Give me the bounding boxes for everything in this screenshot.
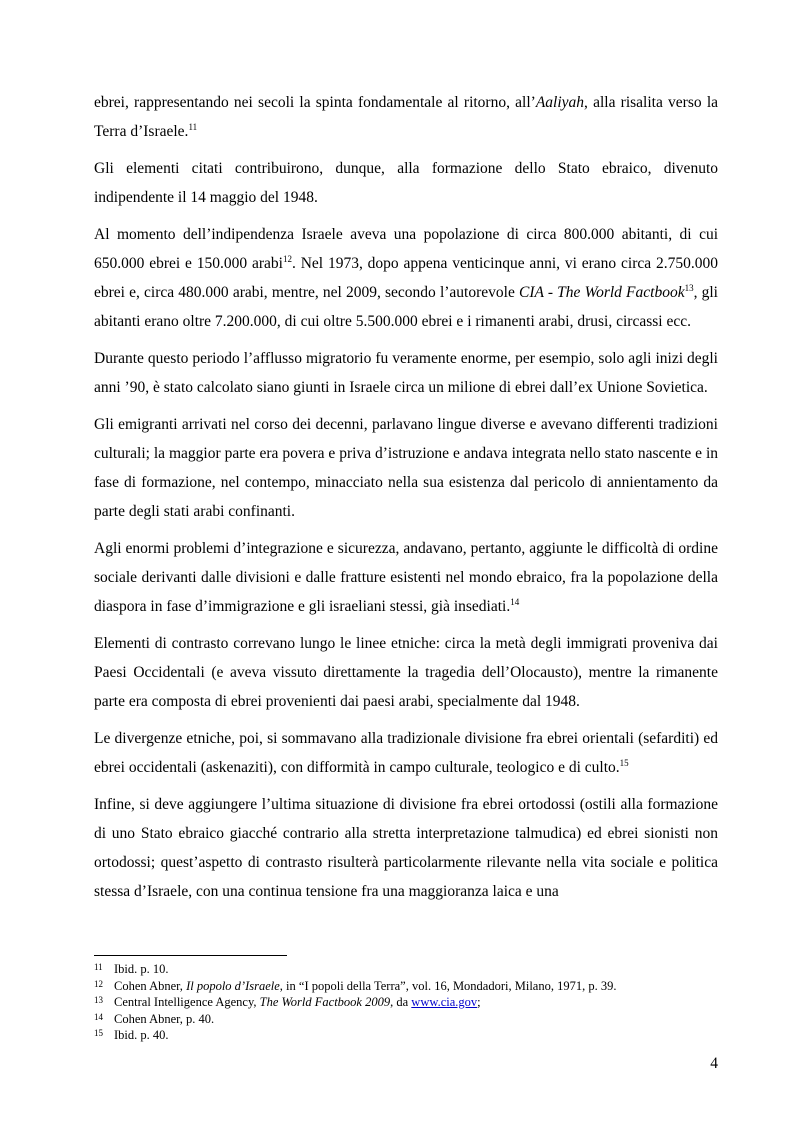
paragraph-2: Gli elementi citati contribuirono, dunque, alla formazione dello Stato ebraico, divenuto indipendente il 14 maggio del 1948. <box>94 160 718 206</box>
paragraph-text: Al momento dell’indipendenza Israele aveva una popolazione di circa 800.000 abitanti, di cui 650.000 ebrei e 150.000 arabi <box>94 226 718 272</box>
paragraph-7: Elementi di contrasto correvano lungo le linee etniche: circa la metà degli immigrati proveniva dai Paesi Occidentali (e aveva vissuto direttamente la tragedia dell’Olocausto), mentre la rimanente parte era composta di ebrei provenienti dai paesi arabi, specialmente dal 1948. <box>94 635 718 710</box>
footnote-number: 14 <box>94 1011 103 1022</box>
footnote-text: Ibid. p. 40. <box>114 1028 169 1042</box>
paragraph-9: Infine, si deve aggiungere l’ultima situazione di divisione fra ebrei ortodossi (ostili alla formazione di uno Stato ebraico giacché contrario alla stretta interpretazione talmudica) ed ebrei sionisti non ortodossi; quest’aspetto di contrasto risulterà particolarmente rilevante nella vita sociale e politica stessa d’Israele, con una continua tensione fra una maggioranza laica e una <box>94 796 718 900</box>
paragraph-4: Durante questo periodo l’afflusso migratorio fu veramente enorme, per esempio, solo agli inizi degli anni ’90, è stato calcolato siano giunti in Israele circa un milione di ebrei dall’ex Unione Sovietica. <box>94 350 718 396</box>
footnote-separator <box>94 955 287 956</box>
footnote-text-part: , in “I popoli della Terra”, vol. 16, Mondadori, Milano, 1971, p. 39. <box>279 978 617 993</box>
footnote-ref-15[interactable]: 15 <box>619 758 629 768</box>
footnote-number: 12 <box>94 978 103 989</box>
paragraph-3 <box>94 220 718 336</box>
paragraph-text: , alla risalita verso la Terra d’Israele. <box>94 94 719 140</box>
main-text <box>94 88 718 914</box>
footnote-text-part: Cohen Abner, <box>114 978 187 993</box>
footnote-15 <box>94 1027 734 1044</box>
footnote-text <box>114 994 734 1011</box>
footnotes <box>94 961 734 1044</box>
footnote-text <box>114 978 734 995</box>
page-number: 4 <box>710 1055 718 1072</box>
paragraph-text: . Nel 1973, dopo appena venticinque anni, vi erano circa 2.750.000 ebrei e, circa 480.000 arabi, mentre, nel 2009, secondo l’autorevole <box>94 255 718 301</box>
footnote-text-part: , da <box>390 995 412 1009</box>
italic-term: Aaliyah <box>535 94 585 111</box>
footnote-13 <box>94 994 734 1011</box>
footnote-ref-11[interactable]: 11 <box>188 122 198 132</box>
paragraph-text: ebrei, rappresentando nei secoli la spinta fondamentale al ritorno, all’ <box>94 94 536 111</box>
footnote-text-part: Central Intelligence Agency, <box>114 995 260 1009</box>
footnote-ref-14[interactable]: 14 <box>510 597 520 607</box>
footnote-number: 15 <box>94 1028 103 1038</box>
paragraph-8 <box>94 724 718 782</box>
footnote-text-part: ; <box>477 995 481 1009</box>
footnote-text: Cohen Abner, p. 40. <box>114 1011 215 1026</box>
paragraph-text: , gli abitanti erano oltre 7.200.000, di cui oltre 5.500.000 ebrei e i rimanenti arabi, drusi, circassi ecc. <box>94 284 718 330</box>
paragraph-text: Agli enormi problemi d’integrazione e sicurezza, andavano, pertanto, aggiunte le difficoltà di ordine sociale derivanti dalle divisioni e dalle fratture esistenti nel mondo ebraico, fra la popolazione della diaspora in fase d’immigrazione e gli israeliani stessi, già insediati. <box>94 540 718 615</box>
footnote-text: Ibid. p. 10. <box>114 962 169 976</box>
paragraph-5: Gli emigranti arrivati nel corso dei decenni, parlavano lingue diverse e avevano differenti tradizioni culturali; la maggior parte era povera e priva d’istruzione e andava integrata nello stato nascente e in fase di formazione, nel contempo, minacciato nella sua esistenza dal pericolo di annientamento da parte degli stati arabi confinanti. <box>94 416 718 520</box>
footnote-number: 13 <box>94 995 103 1005</box>
paragraph-1 <box>94 88 718 146</box>
footnote-ref-12[interactable]: 12 <box>283 254 292 264</box>
footnote-12 <box>94 978 734 995</box>
cia-link[interactable]: www.cia.gov <box>411 995 478 1009</box>
footnote-ref-13[interactable]: 13 <box>684 283 694 293</box>
book-title: Il popolo d’Israele <box>186 978 280 993</box>
italic-title: CIA - The World Factbook <box>519 284 685 301</box>
footnote-11 <box>94 961 734 978</box>
paragraph-text: Le divergenze etniche, poi, si sommavano alla tradizionale divisione fra ebrei orientali (sefarditi) ed ebrei occidentali (askenaziti), con difformità in campo culturale, teologico e di culto. <box>94 730 718 776</box>
footnote-number: 11 <box>94 962 103 972</box>
paragraph-6 <box>94 534 718 621</box>
footnote-14 <box>94 1011 734 1028</box>
book-title: The World Factbook 2009 <box>259 995 391 1009</box>
